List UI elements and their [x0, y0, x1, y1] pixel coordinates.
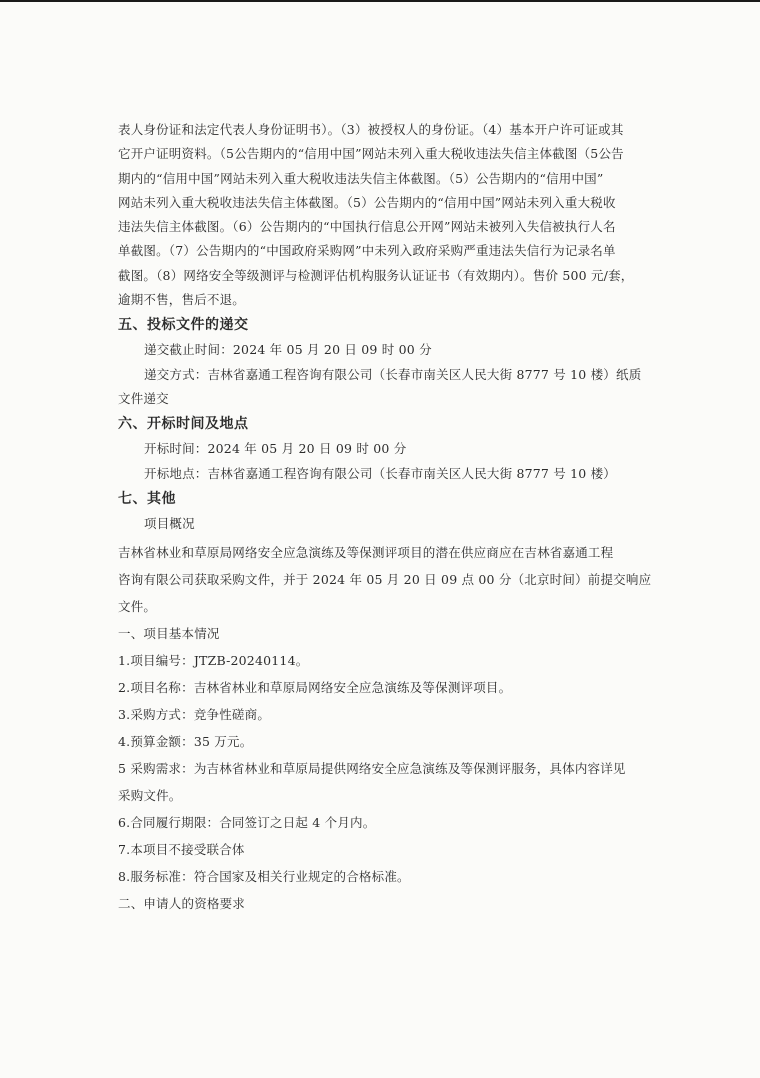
section-heading-submission: 五、投标文件的递交 — [118, 317, 249, 334]
page-top-border — [0, 0, 760, 2]
document-page — [118, 118, 652, 917]
overview-line: 文件。 — [118, 599, 157, 615]
basic-info-item: 采购文件。 — [118, 788, 182, 804]
basic-info-item: 7.本项目不接受联合体 — [118, 842, 245, 858]
submission-deadline: 递交截止时间：2024 年 05 月 20 日 09 时 00 分 — [144, 342, 432, 358]
basic-info-item: 1.项目编号：JTZB-20240114。 — [118, 653, 309, 669]
intro-line: 逾期不售，售后不退。 — [118, 292, 246, 308]
submission-method: 递交方式：吉林省嘉通工程咨询有限公司（长春市南关区人民大街 8777 号 10 楼）纸质 — [144, 366, 642, 382]
opening-place: 开标地点：吉林省嘉通工程咨询有限公司（长春市南关区人民大街 8777 号 10 楼） — [144, 465, 617, 481]
section-heading-other: 七、其他 — [118, 490, 176, 507]
intro-line: 违法失信主体截图。（6）公告期内的“中国执行信息公开网”网站未被列入失信被执行人名 — [118, 219, 616, 235]
project-overview-label: 项目概况 — [144, 515, 195, 531]
basic-info-item: 5 采购需求：为吉林省林业和草原局提供网络安全应急演练及等保测评服务，具体内容详见 — [118, 761, 626, 777]
intro-line: 单截图。（7）公告期内的“中国政府采购网”中未列入政府采购严重违法失信行为记录名单 — [118, 243, 616, 259]
intro-line: 截图。（8）网络安全等级测评与检测评估机构服务认证证书（有效期内）。售价 500 元/套， — [118, 267, 634, 283]
overview-line: 咨询有限公司获取采购文件，并于 2024 年 05 月 20 日 09 点 00 分（北京时间）前提交响应 — [118, 572, 652, 588]
intro-line: 网站未列入重大税收违法失信主体截图。（5）公告期内的“信用中国”网站未列入重大税收 — [118, 194, 616, 210]
qualification-heading: 二、申请人的资格要求 — [118, 896, 246, 912]
section-heading-opening: 六、开标时间及地点 — [118, 416, 249, 433]
intro-line: 它开户证明资料。（5公告期内的“信用中国”网站未列入重大税收违法失信主体截图（5公告 — [118, 146, 624, 162]
basic-info-item: 4.预算金额：35 万元。 — [118, 734, 253, 750]
intro-paragraph — [118, 118, 638, 312]
intro-line: 期内的“信用中国”网站未列入重大税收违法失信主体截图。（5）公告期内的“信用中国” — [118, 170, 604, 186]
basic-info-item: 2.项目名称：吉林省林业和草原局网络安全应急演练及等保测评项目。 — [118, 680, 512, 696]
basic-info-item: 3.采购方式：竞争性磋商。 — [118, 707, 271, 723]
opening-time: 开标时间：2024 年 05 月 20 日 09 时 00 分 — [144, 441, 407, 457]
basic-info-item: 8.服务标准：符合国家及相关行业规定的合格标准。 — [118, 869, 410, 885]
basic-info-item: 6.合同履行期限：合同签订之日起 4 个月内。 — [118, 815, 376, 831]
submission-method-cont: 文件递交 — [118, 390, 169, 406]
intro-line: 表人身份证和法定代表人身份证明书）。（3）被授权人的身份证。（4）基本开户许可证或其 — [118, 122, 624, 137]
basic-info-heading: 一、项目基本情况 — [118, 626, 220, 642]
overview-line: 吉林省林业和草原局网络安全应急演练及等保测评项目的潜在供应商应在吉林省嘉通工程 — [118, 545, 614, 561]
